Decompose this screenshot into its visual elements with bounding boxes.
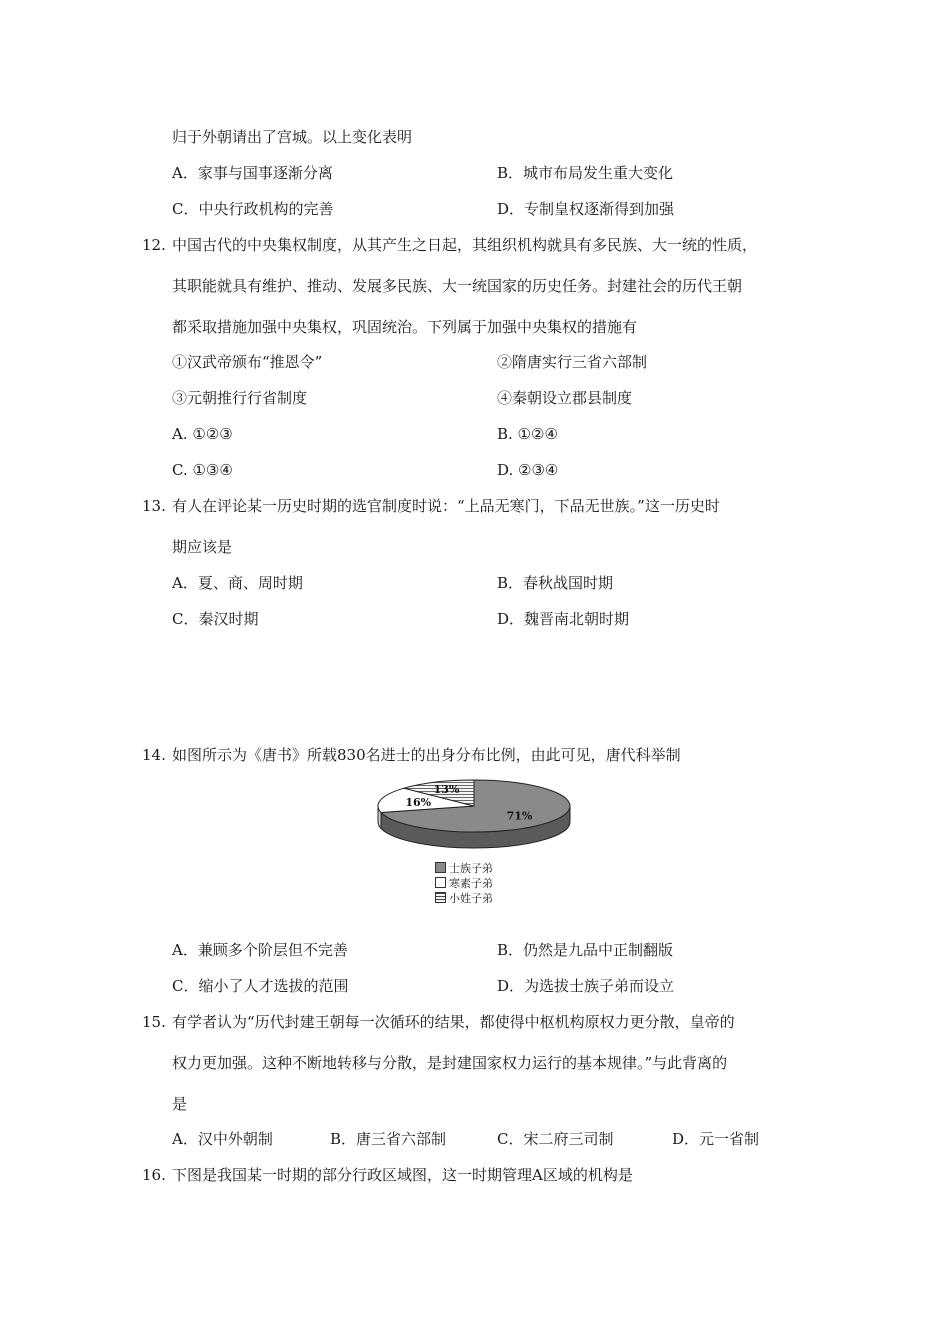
statement-item: ④秦朝设立郡县制度 bbox=[497, 389, 633, 407]
option-d: D．元一省制 bbox=[672, 1130, 760, 1148]
legend-swatch bbox=[435, 892, 446, 903]
option-a: A．家事与国事逐渐分离 bbox=[172, 164, 333, 182]
question-number: 14. bbox=[142, 746, 166, 764]
legend-label: 小姓子弟 bbox=[449, 892, 493, 905]
legend-label: 士族子弟 bbox=[449, 862, 493, 875]
pie-chart bbox=[372, 778, 582, 913]
option-a: A．汉中外朝制 bbox=[172, 1130, 273, 1148]
question-number: 16. bbox=[142, 1166, 166, 1184]
pie-data-label: 16% bbox=[405, 796, 432, 810]
option-b: B．城市布局发生重大变化 bbox=[497, 164, 674, 182]
legend-item bbox=[435, 877, 493, 891]
option-a: A．兼顾多个阶层但不完善 bbox=[172, 941, 348, 959]
question-text: 如图所示为《唐书》所载830名进士的出身分布比例，由此可见，唐代科举制 bbox=[172, 746, 681, 764]
option-b: B．仍然是九品中正制翻版 bbox=[497, 941, 674, 959]
option-b: B. ①②④ bbox=[497, 425, 558, 443]
question-text: 其职能就具有维护、推动、发展多民族、大一统国家的历史任务。封建社会的历代王朝 bbox=[172, 277, 743, 295]
legend-item bbox=[435, 862, 493, 876]
option-c: C．宋二府三司制 bbox=[497, 1130, 614, 1148]
question-text: 下图是我国某一时期的部分行政区域图，这一时期管理A区域的机构是 bbox=[172, 1166, 633, 1184]
option-c: C. ①③④ bbox=[172, 461, 233, 479]
legend-label: 寒素子弟 bbox=[449, 877, 493, 890]
option-d: D．魏晋南北朝时期 bbox=[497, 610, 630, 628]
option-d: D．为选拔士族子弟而设立 bbox=[497, 977, 675, 995]
statement-item: ②隋唐实行三省六部制 bbox=[497, 353, 648, 371]
option-c: C．中央行政机构的完善 bbox=[172, 200, 334, 218]
question-text: 期应该是 bbox=[172, 538, 233, 556]
question-text: 中国古代的中央集权制度，从其产生之日起，其组织机构就具有多民族、大一统的性质， bbox=[172, 236, 758, 254]
question-text: 有学者认为“历代封建王朝每一次循环的结果，都使得中枢机构原权力更分散，皇帝的 bbox=[172, 1013, 735, 1031]
option-c: C．缩小了人才选拔的范围 bbox=[172, 977, 349, 995]
question-number: 12. bbox=[142, 236, 166, 254]
question-number: 13. bbox=[142, 497, 166, 515]
question-text: 都采取措施加强中央集权，巩固统治。下列属于加强中央集权的措施有 bbox=[172, 318, 638, 336]
option-b: B．唐三省六部制 bbox=[330, 1130, 447, 1148]
legend-item bbox=[435, 892, 493, 906]
question-text: 是 bbox=[172, 1095, 188, 1113]
question-number: 15. bbox=[142, 1013, 166, 1031]
pie-data-label: 71% bbox=[506, 809, 533, 823]
option-b: B．春秋战国时期 bbox=[497, 574, 614, 592]
option-c: C．秦汉时期 bbox=[172, 610, 259, 628]
statement-item: ③元朝推行行省制度 bbox=[172, 389, 308, 407]
legend-swatch bbox=[435, 862, 446, 873]
option-a: A．夏、商、周时期 bbox=[172, 574, 303, 592]
statement-item: ①汉武帝颁布“推恩令” bbox=[172, 353, 323, 371]
question-text: 有人在评论某一历史时期的选官制度时说：“上品无寒门，下品无世族。”这一历史时 bbox=[172, 497, 720, 515]
legend-swatch bbox=[435, 877, 446, 888]
option-a: A. ①②③ bbox=[172, 425, 233, 443]
question-text: 权力更加强。这种不断地转移与分散，是封建国家权力运行的基本规律。”与此背离的 bbox=[172, 1054, 728, 1072]
option-d: D. ②③④ bbox=[497, 461, 559, 479]
question-continuation: 归于外朝请出了宫城。以上变化表明 bbox=[172, 128, 413, 146]
pie-data-label: 13% bbox=[433, 782, 460, 796]
option-d: D．专制皇权逐渐得到加强 bbox=[497, 200, 675, 218]
